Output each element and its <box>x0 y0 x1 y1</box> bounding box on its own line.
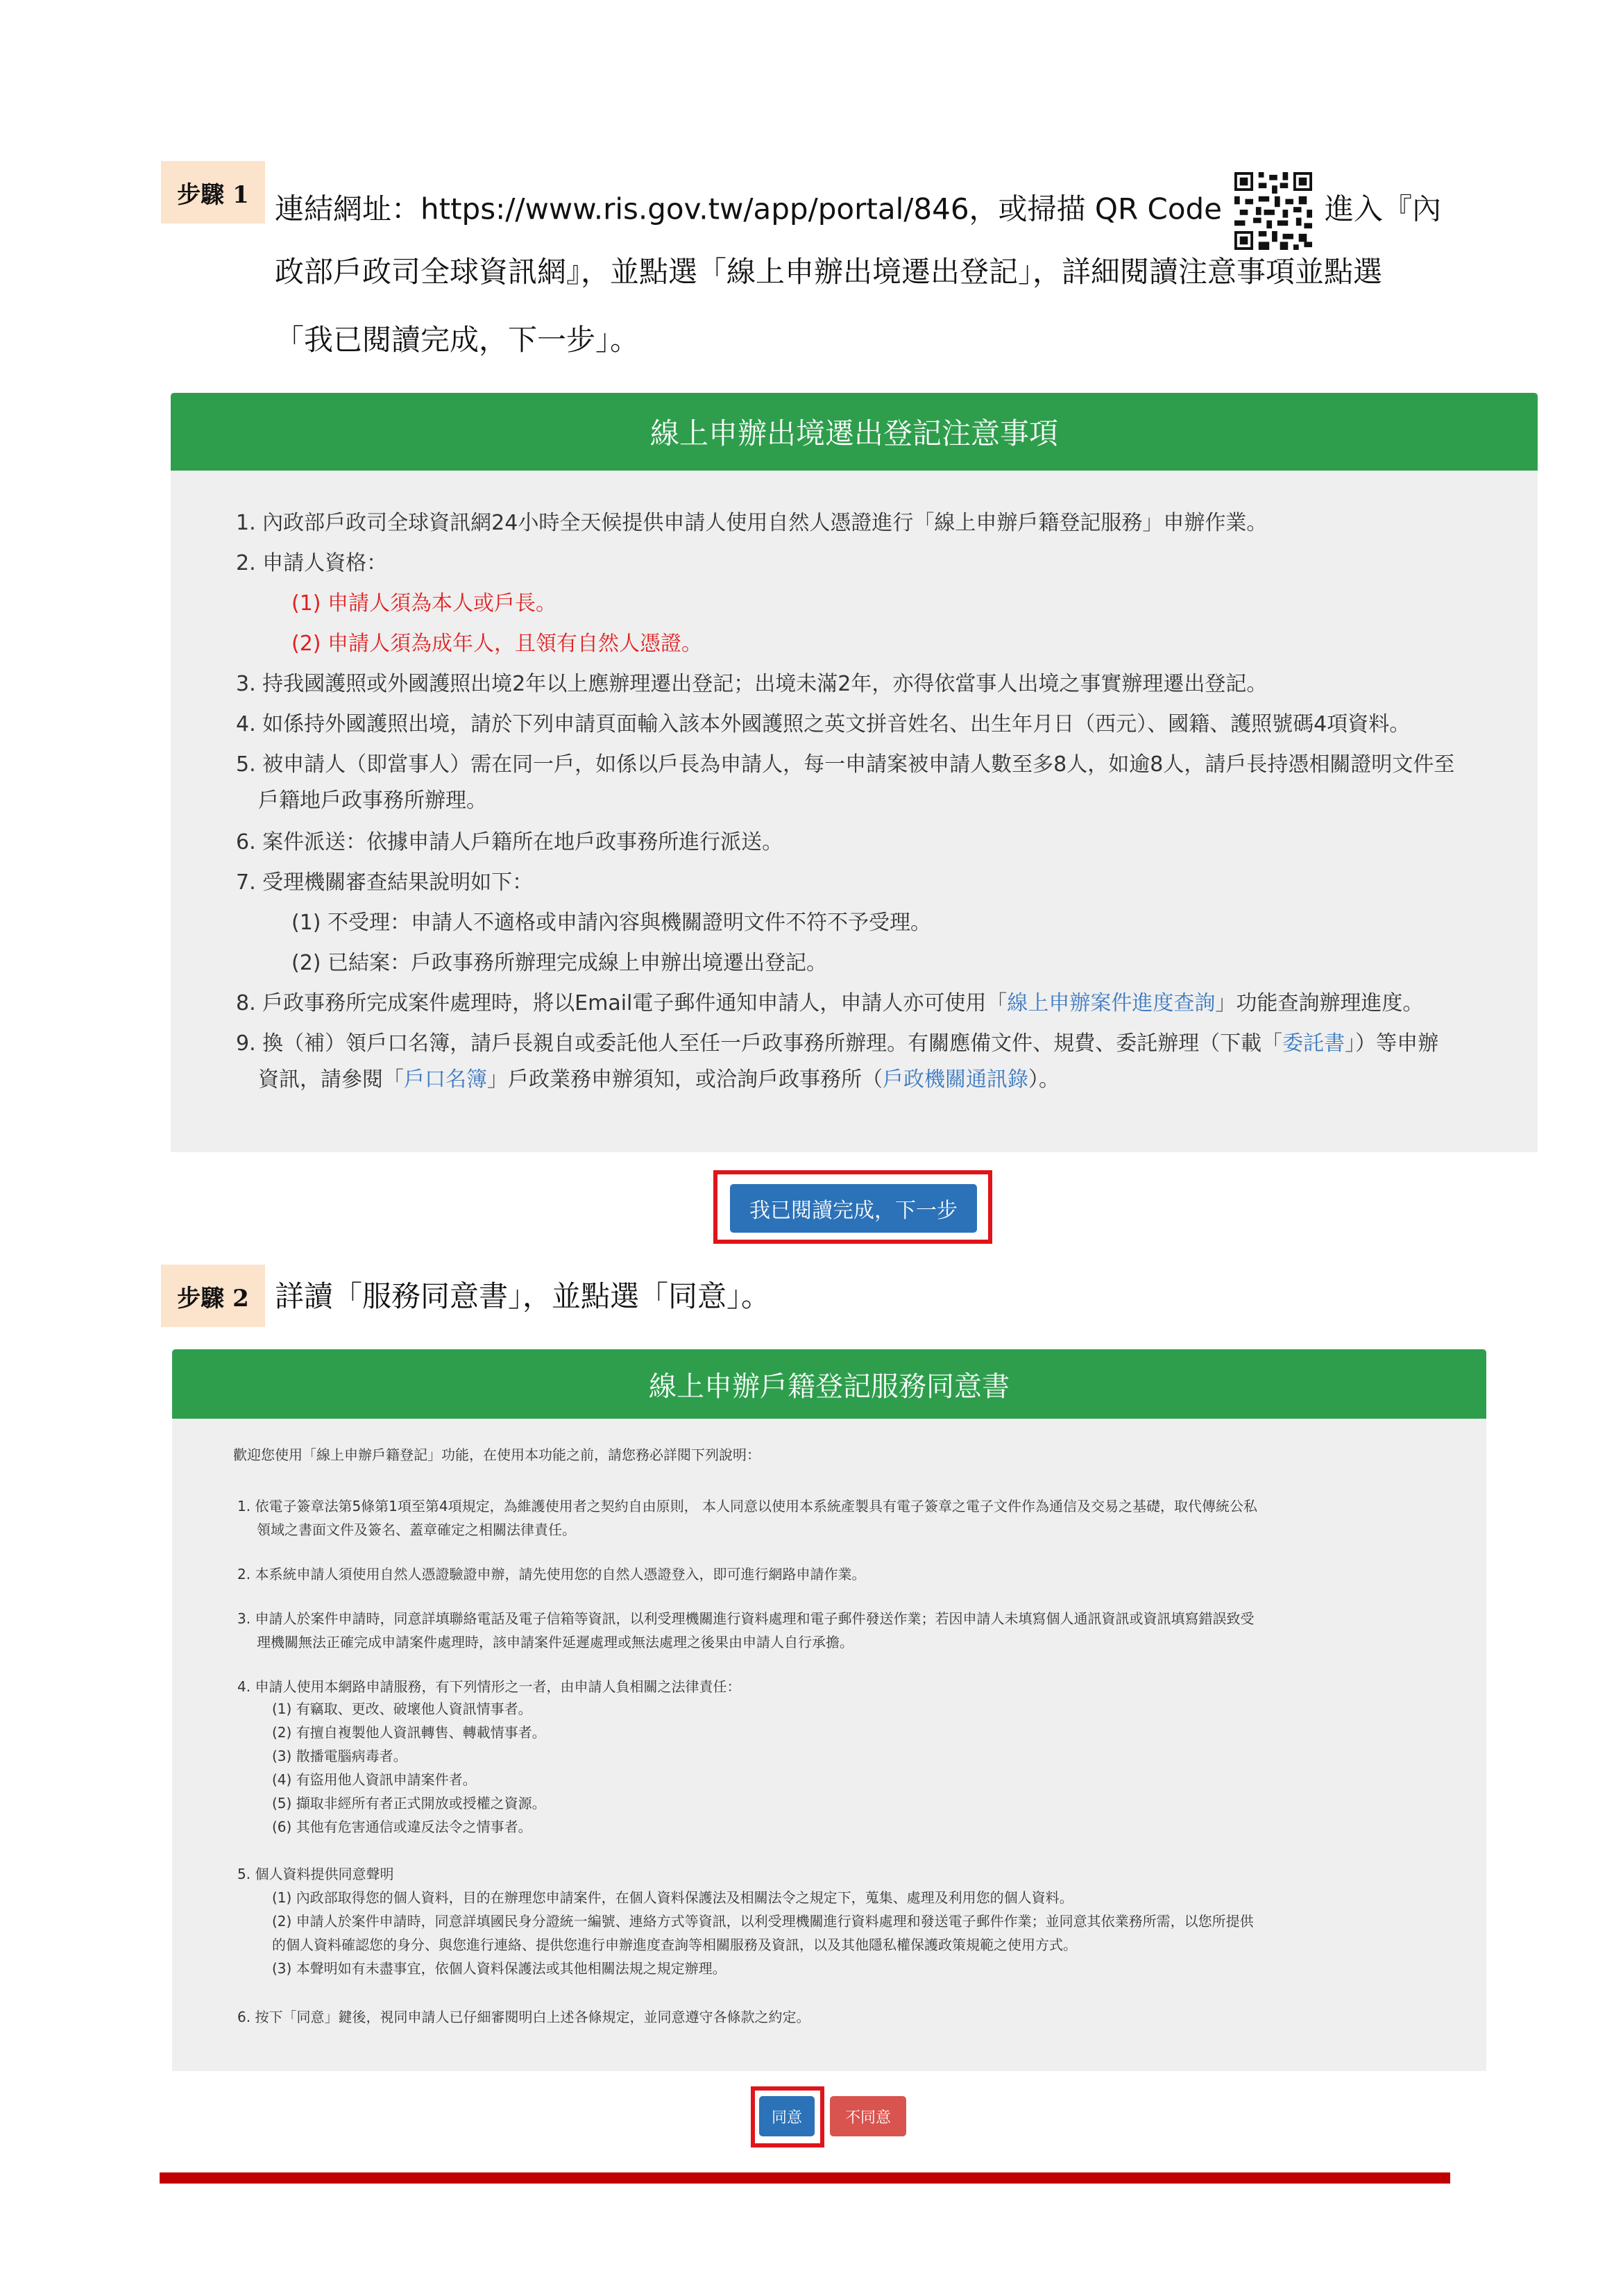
consent-line-1-cont: 領域之書面文件及簽名、蓋章確定之相關法律責任。 <box>257 1521 576 1538</box>
notice-item-9-cont <box>258 1066 1060 1094</box>
consent-line-4-1: (1) 有竊取、更改、破壞他人資訊情事者。 <box>272 1700 532 1717</box>
consent-line-5-1: (1) 內政部取得您的個人資料，目的在辦理您申請案件，在個人資料保護法及相關法令之規定下，蒐集、處理及利用您的個人資料。 <box>272 1889 1073 1906</box>
notice-item-5: 5. 被申請人（即當事人）需在同一戶，如係以戶長為申請人，每一申請案被申請人數至多8人，如逾8人，請戶長持憑相關證明文件至 <box>236 752 1455 777</box>
notice-item-2-2: (2) 申請人須為成年人，且領有自然人憑證。 <box>291 632 703 656</box>
notice-item-9-tail: 」）等申辦 <box>1345 1031 1439 1056</box>
progress-query-link[interactable]: 線上申辦案件進度查詢 <box>1007 991 1216 1015</box>
footer-rule <box>160 2172 1450 2184</box>
notice-item-7-1: (1) 不受理：申請人不適格或申請內容與機關證明文件不符不予受理。 <box>291 911 932 935</box>
step2-text: 詳讀「服務同意書」，並點選「同意」。 <box>275 1279 771 1313</box>
notice-item-6: 6. 案件派送：依據申請人戶籍所在地戶政事務所進行派送。 <box>236 830 783 854</box>
consent-line-4-2: (2) 有擅自複製他人資訊轉售、轉載情事者。 <box>272 1724 546 1741</box>
notice-item-9-cont-tail: ）。 <box>1028 1067 1060 1092</box>
notice-item-1: 1. 內政部戶政司全球資訊網24小時全天候提供申請人使用自然人憑證進行「線上申辦戶籍登記服務」申辦作業。 <box>236 511 1268 535</box>
step1-line1-text: 連結網址：https://www.ris.gov.tw/app/portal/846，或掃描 QR Code <box>275 192 1223 226</box>
consent-line-5-3: (3) 本聲明如有未盡事宜，依個人資料保護法或其他相關法規之規定辦理。 <box>272 1960 726 1977</box>
consent-line-2: 2. 本系統申請人須使用自然人憑證驗證申辦，請先使用您的自然人憑證登入，即可進行網路申請作業。 <box>237 1566 866 1582</box>
notice-item-8-tail: 」功能查詢辦理進度。 <box>1215 991 1424 1015</box>
next-step-label: 我已閱讀完成，下一步 <box>749 1199 958 1223</box>
consent-line-5-2: (2) 申請人於案件申請時，同意詳填國民身分證統一編號、連絡方式等資訊，以利受理機關進行資料處理和發送電子郵件作業；並同意其依業務所需，以您所提供 <box>272 1913 1254 1930</box>
power-of-attorney-link[interactable]: 委託書 <box>1282 1031 1345 1056</box>
step1-line2: 政部戶政司全球資訊網』，並點選「線上申辦出境遷出登記」，詳細閱讀注意事項並點選 <box>275 255 1383 289</box>
notice-item-9 <box>236 1030 1438 1058</box>
consent-line-4-6: (6) 其他有危害通信或違反法令之情事者。 <box>272 1818 532 1835</box>
consent-line-1: 1. 依電子簽章法第5條第1項至第4項規定，為維護使用者之契約自由原則， 本人同意以使用本系統產製具有電子簽章之電子文件作為通信及交易之基礎，取代傳統公私 <box>237 1498 1257 1514</box>
notice-item-2-1: (1) 申請人須為本人或戶長。 <box>291 591 557 616</box>
step1-line1 <box>275 172 1482 250</box>
consent-line-5: 5. 個人資料提供同意聲明 <box>237 1866 394 1882</box>
household-register-link[interactable]: 戶口名簿 <box>404 1067 487 1092</box>
consent-line-4-5: (5) 擷取非經所有者正式開放或授權之資源。 <box>272 1795 546 1812</box>
notice-item-7: 7. 受理機關審查結果說明如下： <box>236 870 534 895</box>
notice-item-3: 3. 持我國護照或外國護照出境2年以上應辦理遷出登記；出境未滿2年，亦得依當事人出境之事實辦理遷出登記。 <box>236 672 1268 696</box>
step1-badge: 步驟 1 <box>161 161 265 223</box>
consent-line-6: 6. 按下「同意」鍵後，視同申請人已仔細審閱明白上述各條規定，並同意遵守各條款之約定。 <box>237 2009 810 2025</box>
consent-line-3-cont: 理機關無法正確完成申請案件處理時，該申請案件延遲處理或無法處理之後果由申請人自行承擔。 <box>257 1634 853 1651</box>
notice-item-5-cont: 戶籍地戶政事務所辦理。 <box>258 788 487 813</box>
notice-title: 線上申辦出境遷出登記注意事項 <box>649 416 1058 450</box>
step1-line3: 「我已閱讀完成，下一步」。 <box>275 323 640 357</box>
agree-button[interactable] <box>759 2096 815 2136</box>
agree-label: 同意 <box>771 2109 802 2127</box>
notice-item-4: 4. 如係持外國護照出境，請於下列申請頁面輸入該本外國護照之英文拼音姓名、出生年月日（西元）、國籍、護照號碼4項資料。 <box>236 712 1411 736</box>
office-directory-link[interactable]: 戶政機關通訊錄 <box>883 1067 1028 1092</box>
consent-intro: 歡迎您使用「線上申辦戶籍登記」功能，在使用本功能之前，請您務必詳閱下列說明： <box>233 1446 760 1463</box>
notice-item-7-2: (2) 已結案：戶政事務所辦理完成線上申辦出境遷出登記。 <box>291 951 828 975</box>
disagree-label: 不同意 <box>844 2109 891 2127</box>
consent-line-3: 3. 申請人於案件申請時，同意詳填聯絡電話及電子信箱等資訊，以利受理機關進行資料處理和電子郵件發送作業；若因申請人未填寫個人通訊資訊或資訊填寫錯誤致受 <box>237 1610 1255 1627</box>
notice-item-8 <box>236 990 1423 1018</box>
notice-item-8-text: 8. 戶政事務所完成案件處理時，將以Email電子郵件通知申請人，申請人亦可使用「 <box>236 991 1008 1015</box>
qr-code-icon <box>1234 172 1312 250</box>
consent-line-4: 4. 申請人使用本網路申請服務，有下列情形之一者，由申請人負相關之法律責任： <box>237 1678 741 1695</box>
notice-item-9-cont-mid: 」戶政業務申辦須知，或洽詢戶政事務所（ <box>487 1067 883 1092</box>
notice-item-9-cont-text: 資訊，請參閱「 <box>258 1067 404 1092</box>
next-step-button[interactable] <box>730 1184 977 1233</box>
step1-line1-after: 進入『內 <box>1325 192 1442 226</box>
consent-line-4-3: (3) 散播電腦病毒者。 <box>272 1748 407 1764</box>
consent-line-5-2-cont: 的個人資料確認您的身分、與您進行連絡、提供您進行申辦進度查詢等相關服務及資訊，以及其他隱私權保護政策規範之使用方式。 <box>272 1936 1077 1953</box>
notice-item-9-text: 9. 換（補）領戶口名簿，請戶長親自或委託他人至任一戶政事務所辦理。有關應備文件、規費、委託辦理（下載「 <box>236 1031 1283 1056</box>
step2-badge: 步驟 2 <box>161 1265 265 1327</box>
consent-header <box>172 1349 1486 1419</box>
consent-line-4-4: (4) 有盜用他人資訊申請案件者。 <box>272 1771 477 1788</box>
disagree-button[interactable] <box>830 2096 906 2136</box>
notice-item-2: 2. 申請人資格： <box>236 551 388 575</box>
consent-title: 線上申辦戶籍登記服務同意書 <box>649 1370 1010 1403</box>
notice-header <box>171 393 1538 471</box>
